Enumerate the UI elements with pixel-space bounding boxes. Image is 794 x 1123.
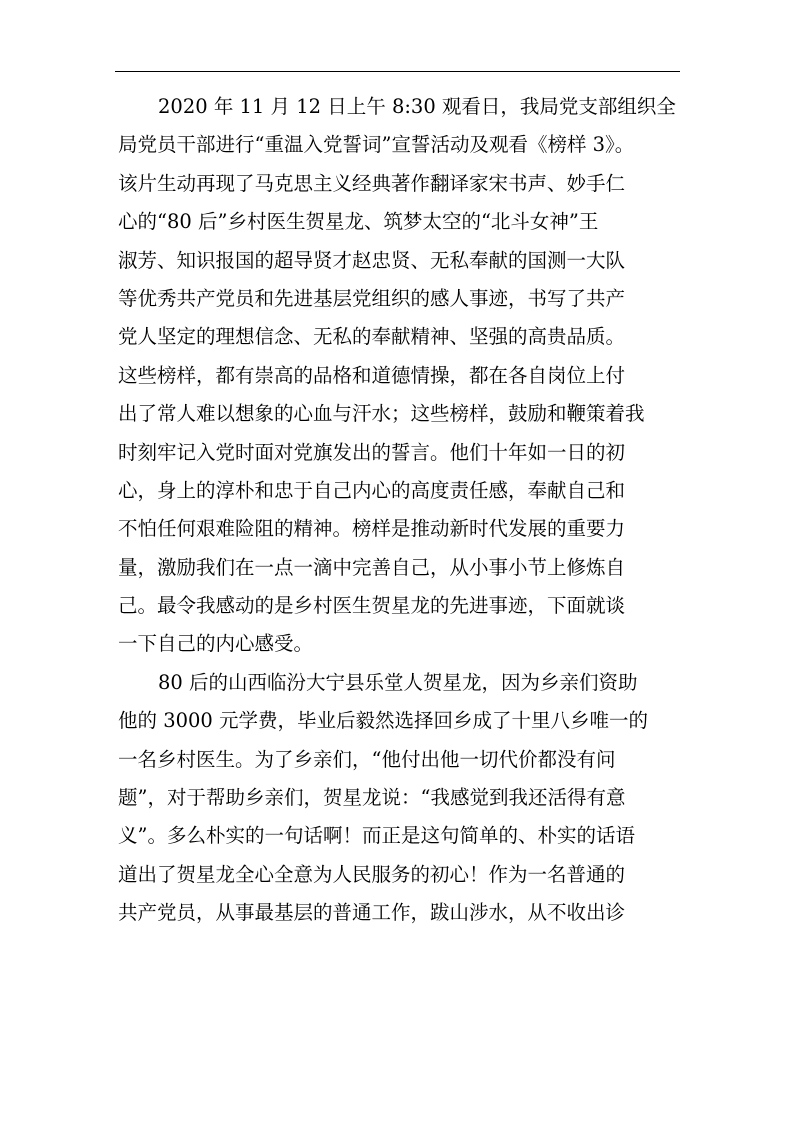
text-line: 一名乡村医生。为了乡亲们，“他付出他一切代价都没有问 <box>118 747 616 771</box>
paragraph-2 <box>118 664 684 933</box>
text-line: 一下自己的内心感受。 <box>118 632 314 656</box>
header-rule <box>115 71 680 72</box>
text-line: 共产党员，从事最基层的普通工作，跋山涉水，从不收出诊 <box>118 901 626 925</box>
text-line: 该片生动再现了马克思主义经典著作翻译家宋书声、妙手仁 <box>118 171 626 195</box>
text-line: 80 后的山西临汾大宁县乐堂人贺星龙，因为乡亲们资助 <box>158 670 638 694</box>
text-line: 出了常人难以想象的心血与汗水；这些榜样，鼓励和鞭策着我 <box>118 402 645 426</box>
text-line: 义”。多么朴实的一句话啊！而正是这句简单的、朴实的话语 <box>118 824 635 848</box>
text-line: 道出了贺星龙全心全意为人民服务的初心！作为一名普通的 <box>118 862 626 886</box>
text-line: 淑芳、知识报国的超导贤才赵忠贤、无私奉献的国测一大队 <box>118 248 626 272</box>
text-line: 这些榜样，都有崇高的品格和道德情操，都在各自岗位上付 <box>118 363 626 387</box>
text-line: 党人坚定的理想信念、无私的奉献精神、坚强的高贵品质。 <box>118 325 626 349</box>
text-line: 不怕任何艰难险阻的精神。榜样是推动新时代发展的重要力 <box>118 517 626 541</box>
text-line: 量，激励我们在一点一滴中完善自己，从小事小节上修炼自 <box>118 555 626 579</box>
text-line: 心，身上的淳朴和忠于自己内心的高度责任感，奉献自己和 <box>118 478 626 502</box>
text-line: 局党员干部进行“重温入党誓词”宣誓活动及观看《榜样 3》。 <box>118 133 635 157</box>
paragraph-1 <box>118 88 684 664</box>
text-line: 心的“80 后”乡村医生贺星龙、筑梦太空的“北斗女神”王 <box>118 210 599 234</box>
text-line: 2020 年 11 月 12 日上午 8:30 观看日，我局党支部组织全 <box>158 95 676 118</box>
text-line: 他的 3000 元学费，毕业后毅然选择回乡成了十里八乡唯一的 <box>118 709 649 733</box>
body-text <box>118 88 684 933</box>
text-line: 等优秀共产党员和先进基层党组织的感人事迹，书写了共产 <box>118 286 626 310</box>
text-line: 己。最令我感动的是乡村医生贺星龙的先进事迹，下面就谈 <box>118 594 626 618</box>
text-line: 题”，对于帮助乡亲们，贺星龙说：“我感觉到我还活得有意 <box>118 786 626 810</box>
text-line: 时刻牢记入党时面对党旗发出的誓言。他们十年如一日的初 <box>118 440 626 464</box>
